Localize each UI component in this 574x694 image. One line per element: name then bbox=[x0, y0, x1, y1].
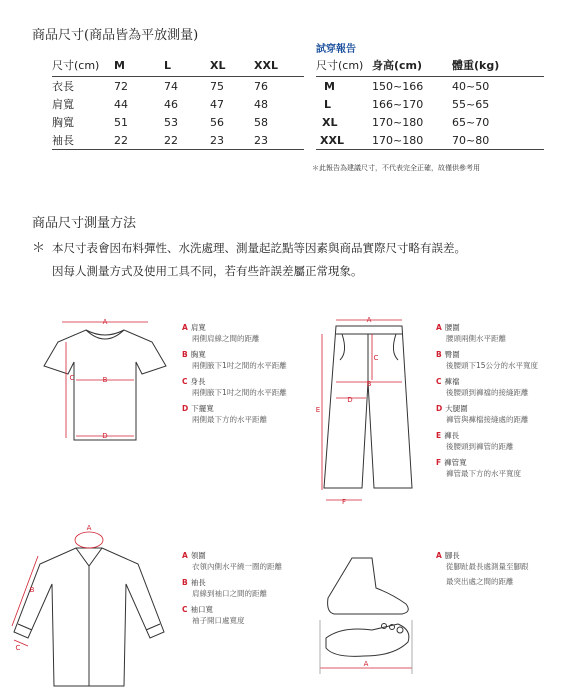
legend-name: 褲長 bbox=[444, 431, 460, 440]
legend-name: 領圍 bbox=[190, 551, 206, 560]
size-header-xl: XL bbox=[210, 55, 254, 77]
cell: 44 bbox=[114, 97, 128, 111]
pants-label-d: D bbox=[347, 396, 353, 404]
cell: 22 bbox=[164, 131, 210, 150]
shirt-label-c: C bbox=[15, 644, 21, 652]
size-section-title: 商品尺寸(商品皆為平放測量) bbox=[32, 28, 199, 43]
cell: 75 bbox=[210, 79, 224, 93]
legend-name: 肩寬 bbox=[190, 323, 206, 332]
pants-label-c: C bbox=[373, 354, 379, 362]
shirt-cuff-left bbox=[18, 624, 32, 630]
cell: 40~50 bbox=[452, 79, 490, 93]
legend-item bbox=[436, 376, 538, 398]
legend-name: 褲管寬 bbox=[444, 458, 467, 467]
legend-desc: 兩側肩線之間的距離 bbox=[192, 334, 260, 343]
legend-name: 臀圍 bbox=[444, 350, 460, 359]
asterisk-icon: ＊ bbox=[32, 241, 46, 256]
table-row bbox=[316, 113, 544, 131]
tshirt-outline bbox=[44, 330, 166, 440]
cell: 23 bbox=[210, 131, 254, 150]
table-row bbox=[316, 77, 544, 96]
foot-legend bbox=[436, 550, 529, 592]
cell: 76 bbox=[254, 79, 268, 93]
legend-key: A bbox=[182, 551, 188, 560]
legend-key: C bbox=[182, 377, 188, 386]
legend-name: 袖口寬 bbox=[190, 605, 214, 614]
legend-name: 褲襠 bbox=[444, 377, 460, 386]
row-label: 衣長 bbox=[52, 80, 74, 93]
size-table bbox=[52, 55, 304, 150]
cell: 22 bbox=[114, 131, 164, 150]
pants-pocket-right bbox=[393, 334, 398, 360]
foot-sole-outline bbox=[326, 624, 409, 656]
method-line-1 bbox=[32, 237, 466, 260]
fit-header-height: 身高(cm) bbox=[372, 55, 452, 77]
pants-pocket-left bbox=[340, 334, 345, 360]
cell: 23 bbox=[254, 131, 304, 150]
legend-key: B bbox=[182, 350, 188, 359]
measure-line-a bbox=[75, 532, 103, 548]
table-row bbox=[52, 77, 304, 96]
legend-desc: 後腰頭下15公分的水平寬度 bbox=[446, 361, 539, 370]
tshirt-label-b: B bbox=[102, 376, 108, 384]
pants-label-e: E bbox=[315, 406, 321, 414]
cell: 56 bbox=[210, 115, 224, 129]
legend-desc: 褲管與褲檔接縫處的距離 bbox=[446, 415, 529, 424]
row-label: 肩寬 bbox=[52, 98, 74, 111]
legend-desc: 後腰頭到褲襠的接縫距離 bbox=[446, 388, 529, 397]
legend-key: C bbox=[436, 377, 442, 386]
cell: 170~180 bbox=[372, 115, 424, 129]
shirt-label-b: B bbox=[29, 586, 35, 594]
shirt-legend bbox=[182, 550, 282, 631]
legend-item bbox=[182, 577, 282, 599]
legend-name: 大腿圍 bbox=[445, 404, 468, 413]
legend-name: 腰圍 bbox=[444, 323, 460, 332]
table-row bbox=[52, 95, 304, 113]
legend-item bbox=[182, 550, 282, 572]
cell: 166~170 bbox=[372, 97, 424, 111]
legend-item bbox=[436, 403, 538, 425]
legend-key: A bbox=[436, 551, 442, 560]
row-label: 袖長 bbox=[52, 131, 114, 150]
pants-legend bbox=[436, 322, 538, 484]
pants-label-b: B bbox=[366, 380, 372, 388]
size-header-l: L bbox=[164, 55, 210, 77]
cell: 46 bbox=[164, 97, 178, 111]
cell: 72 bbox=[114, 79, 128, 93]
cell: 48 bbox=[254, 97, 268, 111]
legend-item bbox=[436, 322, 538, 344]
fit-table-header bbox=[316, 55, 544, 77]
pants-label-f: F bbox=[341, 498, 347, 506]
fit-header-size: 尺寸(cm) bbox=[316, 55, 372, 77]
row-label: 胸寬 bbox=[52, 116, 74, 129]
fit-header-weight: 體重(kg) bbox=[452, 55, 544, 77]
legend-name: 袖長 bbox=[190, 578, 206, 587]
legend-key: A bbox=[436, 323, 442, 332]
legend-key: B bbox=[182, 578, 188, 587]
legend-desc: 從腳趾最長處測量至腳跟 bbox=[446, 562, 529, 571]
legend-desc: 衣領內側水平繞一圈的距離 bbox=[192, 562, 282, 571]
foot-label-a: A bbox=[363, 660, 369, 668]
legend-key: C bbox=[182, 605, 188, 614]
legend-key: D bbox=[436, 404, 443, 413]
fit-report-table bbox=[316, 55, 544, 150]
fit-report-title: 試穿報告 bbox=[316, 44, 356, 55]
legend-desc-2: 最突出處之間的距離 bbox=[446, 577, 514, 586]
size-header-m: M bbox=[114, 55, 164, 77]
legend-desc: 兩側最下方的水平距離 bbox=[192, 415, 267, 424]
legend-item bbox=[182, 604, 282, 626]
legend-name: 胸寬 bbox=[190, 350, 206, 359]
legend-item bbox=[182, 403, 287, 425]
legend-desc: 兩側腋下1吋之間的水平距離 bbox=[192, 361, 287, 370]
tshirt-label-a: A bbox=[102, 318, 108, 326]
legend-desc: 腰頭兩側水平距離 bbox=[446, 334, 506, 343]
row-label: M bbox=[324, 79, 335, 93]
cell: 74 bbox=[164, 79, 178, 93]
row-label: L bbox=[324, 97, 332, 111]
cell: 55~65 bbox=[452, 97, 490, 111]
cell: 70~80 bbox=[452, 131, 544, 150]
legend-key: F bbox=[436, 458, 442, 467]
row-label: XL bbox=[322, 115, 338, 129]
legend-key: E bbox=[436, 431, 442, 440]
legend-item bbox=[436, 349, 538, 371]
method-line-1-text: 本尺寸表會因布料彈性、水洗處理、測量起訖點等因素與商品實際尺寸略有誤差。 bbox=[52, 241, 466, 255]
tshirt-legend bbox=[182, 322, 287, 430]
legend-item bbox=[436, 550, 529, 587]
tshirt-label-c: C bbox=[69, 374, 75, 382]
cell: 51 bbox=[114, 115, 128, 129]
table-row bbox=[52, 113, 304, 131]
table-row bbox=[316, 95, 544, 113]
pants-diagram bbox=[312, 312, 422, 512]
legend-key: B bbox=[436, 350, 442, 359]
cell: 150~166 bbox=[372, 79, 424, 93]
cell: 65~70 bbox=[452, 115, 490, 129]
method-section-title: 商品尺寸測量方法 bbox=[32, 216, 137, 231]
legend-key: A bbox=[182, 323, 188, 332]
size-header-xxl: XXL bbox=[254, 55, 304, 77]
legend-desc: 肩線到袖口之間的距離 bbox=[192, 589, 267, 598]
size-table-header bbox=[52, 55, 304, 77]
cell: 47 bbox=[210, 97, 224, 111]
method-description bbox=[32, 237, 466, 282]
legend-item bbox=[436, 430, 538, 452]
cell: 170~180 bbox=[372, 131, 452, 150]
legend-name: 身長 bbox=[190, 377, 206, 386]
legend-item bbox=[182, 376, 287, 398]
method-line-2: 因每人測量方式及使用工具不同，若有些許誤差屬正常現象。 bbox=[52, 264, 363, 278]
legend-key: D bbox=[182, 404, 189, 413]
foot-toe bbox=[382, 624, 387, 629]
foot-diagram bbox=[312, 552, 416, 682]
legend-desc: 後腰頭到褲管的距離 bbox=[446, 442, 514, 451]
fit-report-note: ＊此報告為建議尺寸，不代表完全正確，故僅供參考用 bbox=[312, 164, 480, 172]
cell: 58 bbox=[254, 115, 268, 129]
table-row bbox=[52, 131, 304, 150]
legend-item bbox=[182, 349, 287, 371]
legend-name: 下擺寬 bbox=[191, 404, 214, 413]
tshirt-label-d: D bbox=[102, 432, 108, 440]
pants-label-a: A bbox=[366, 316, 372, 324]
shirt-label-a: A bbox=[86, 524, 92, 532]
shirt-collar bbox=[76, 548, 102, 566]
foot-side-outline bbox=[328, 558, 409, 614]
shirt-diagram bbox=[6, 522, 172, 690]
legend-name: 腳長 bbox=[444, 551, 460, 560]
size-header-unit: 尺寸(cm) bbox=[52, 55, 114, 77]
foot-toe bbox=[397, 627, 403, 633]
legend-desc: 袖子開口處寬度 bbox=[192, 616, 245, 625]
row-label: XXL bbox=[316, 131, 372, 150]
table-row bbox=[316, 131, 544, 150]
shirt-cuff-right bbox=[146, 624, 160, 630]
legend-item bbox=[436, 457, 538, 479]
cell: 53 bbox=[164, 115, 178, 129]
legend-item bbox=[182, 322, 287, 344]
tshirt-diagram bbox=[40, 316, 170, 446]
legend-desc: 兩側腋下1吋之間的水平距離 bbox=[192, 388, 287, 397]
legend-desc: 褲管最下方的水平寬度 bbox=[446, 469, 521, 478]
